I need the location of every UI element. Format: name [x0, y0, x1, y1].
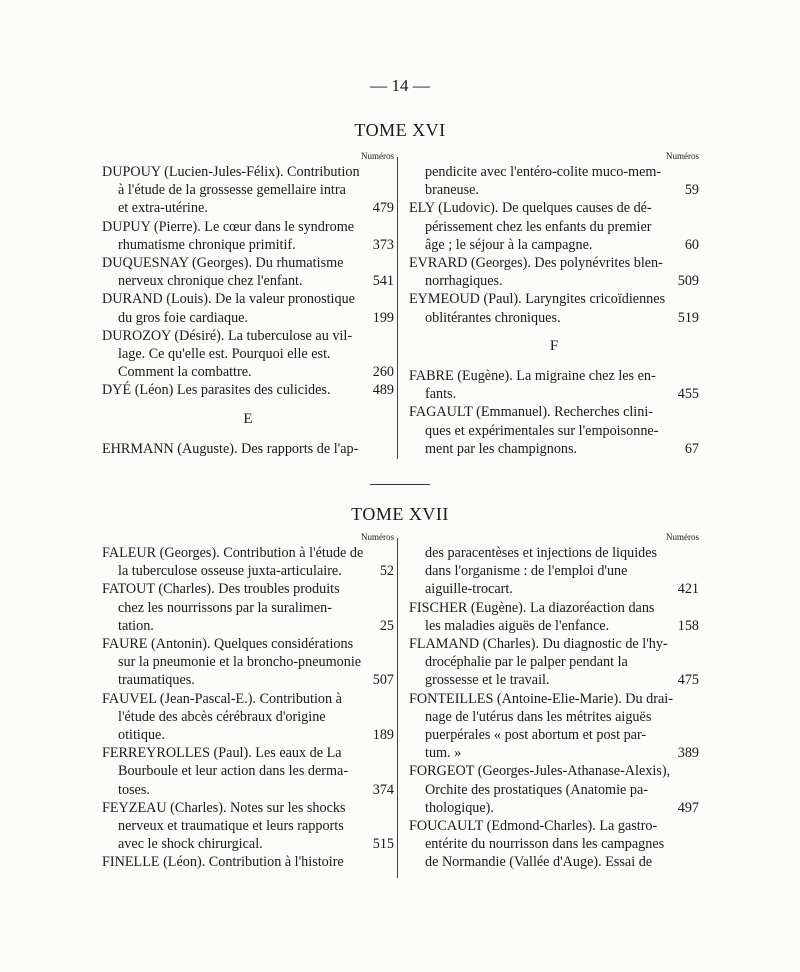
thesis-number: 519 [677, 309, 699, 326]
thesis-number: 199 [372, 309, 394, 326]
entry-text-line: ELY (Ludovic). De quelques causes de dé- [409, 200, 652, 217]
thesis-number: 59 [684, 182, 699, 199]
list-item [409, 403, 699, 458]
entry-text-line: lage. Ce qu'elle est. Pourquoi elle est. [118, 346, 331, 363]
entry-text-line: toses. [118, 781, 150, 798]
entry-text-line: FAUVEL (Jean-Pascal-E.). Contribution à [102, 690, 342, 707]
entry-text-line: et extra-utérine. [118, 200, 208, 217]
entry-text-line: des paracentèses et injections de liquides [425, 545, 658, 561]
thesis-number: 60 [684, 236, 699, 253]
entry-text-line: nage de l'utérus dans les métrites aiguës [425, 708, 652, 725]
entry-text-line: DUQUESNAY (Georges). Du rhumatisme [102, 255, 344, 272]
thesis-number: 515 [372, 836, 394, 853]
numeros-label: Numéros [666, 151, 699, 161]
entry-text-line: rhumatisme chronique primitif. [118, 236, 296, 253]
entry-text-line: FLAMAND (Charles). Du diagnostic de l'hy- [409, 636, 668, 653]
entry-text-line: traumatiques. [118, 672, 195, 689]
entry-list [102, 544, 394, 872]
thesis-number: 497 [677, 799, 699, 816]
entry-text-line: chez les nourrissons par la suralimen- [118, 599, 332, 616]
thesis-number: 475 [677, 672, 699, 689]
entry-text-line: du gros foie cardiaque. [118, 309, 249, 326]
entry-text-line: braneuse. [425, 182, 479, 199]
entry-text-line: puerpérales « post abortum et post par- [425, 727, 647, 744]
entry-text-line: de Normandie (Vallée d'Auge). Essai de [425, 854, 653, 871]
entry-text-line: tum. » [425, 745, 462, 762]
section-separator [370, 484, 430, 485]
tome-xvi-right-column [409, 151, 699, 458]
tome-xvi-title: TOME XVI [354, 120, 446, 140]
entry-text-line: tation. [118, 617, 154, 634]
list-item [409, 254, 699, 290]
list-item [409, 817, 699, 872]
numeros-label: Numéros [361, 532, 394, 542]
entry-text-line: DYÉ (Léon) Les parasites des culicides. [102, 382, 331, 399]
thesis-number: 373 [372, 236, 394, 253]
list-item [102, 853, 394, 871]
list-item [409, 690, 699, 763]
entry-text-line: à l'étude de la grossesse gemellaire intra [118, 182, 346, 199]
entry-text-line: l'étude des abcès cérébraux d'origine [118, 708, 326, 725]
entry-text-line: FAURE (Antonin). Quelques considérations [102, 636, 354, 653]
list-item [102, 744, 394, 799]
tome-xvii-left-column [102, 532, 394, 872]
entry-text-line: FISCHER (Eugène). La diazoréaction dans [409, 599, 655, 616]
entry-text-line: Comment la combattre. [118, 364, 252, 381]
entry-text-line: norrhagiques. [425, 273, 503, 290]
entry-text-line: Bourboule et leur action dans les derma- [118, 763, 349, 780]
entry-text-line: thologique). [425, 799, 494, 816]
entry-text-line: DUPOUY (Lucien-Jules-Félix). Contribution [102, 164, 360, 180]
entry-text-line: EHRMANN (Auguste). Des rapports de l'ap- [102, 440, 359, 457]
tome-xvii-right-column [409, 532, 699, 872]
entry-text-line: FALEUR (Georges). Contribution à l'étude de [102, 545, 364, 561]
list-item [409, 544, 699, 599]
list-item [102, 544, 394, 580]
entry-text-line: nerveux chronique chez l'enfant. [118, 273, 303, 290]
list-item [409, 290, 699, 326]
entry-text-line: DURAND (Louis). De la valeur pronostique [102, 291, 355, 308]
list-item [102, 218, 394, 254]
entry-text-line: DUROZOY (Désiré). La tuberculose au vil- [102, 327, 353, 344]
tome-xvi-left-column [102, 151, 394, 458]
thesis-number: 189 [372, 727, 394, 744]
column-divider [397, 157, 398, 459]
entry-text-line: FONTEILLES (Antoine-Elie-Marie). Du drai- [409, 690, 673, 707]
list-item [409, 762, 699, 817]
entry-text-line: FAGAULT (Emmanuel). Recherches clini- [409, 404, 654, 421]
thesis-number: 158 [677, 617, 699, 634]
list-item [102, 381, 394, 399]
entry-text-line: DUPUY (Pierre). Le cœur dans le syndrome [102, 218, 355, 235]
entry-text-line: FERREYROLLES (Paul). Les eaux de La [102, 745, 342, 762]
page-number: — 14 — [370, 76, 430, 95]
entry-text-line: FATOUT (Charles). Des troubles produits [102, 581, 340, 598]
list-item [102, 635, 394, 690]
entry-text-line: FOUCAULT (Edmond-Charles). La gastro- [409, 818, 658, 835]
thesis-number: 260 [372, 364, 394, 381]
list-item [409, 163, 699, 199]
thesis-number: 479 [372, 200, 394, 217]
thesis-number: 507 [372, 672, 394, 689]
entry-text-line: ques et expérimentales sur l'empoisonne- [425, 422, 659, 439]
list-item [102, 690, 394, 745]
entry-list [102, 163, 394, 400]
entry-text-line: FINELLE (Léon). Contribution à l'histoire [102, 854, 344, 871]
entry-text-line: oblitérantes chroniques. [425, 309, 561, 326]
entry-text-line: EVRARD (Georges). Des polynévrites blen- [409, 255, 663, 272]
list-item [102, 580, 394, 635]
list-item [102, 327, 394, 382]
thesis-number: 455 [677, 386, 699, 403]
thesis-number: 541 [372, 273, 394, 290]
entry-text-line: ment par les champignons. [425, 440, 578, 457]
entry-text-line: FORGEOT (Georges-Jules-Athanase-Alexis), [409, 763, 671, 780]
entry-text-line: Orchite des prostatiques (Anatomie pa- [425, 781, 648, 798]
tome-xvii-title: TOME XVII [351, 504, 449, 524]
entry-text-line: aiguille-trocart. [425, 581, 513, 598]
thesis-number: 374 [372, 781, 394, 798]
section-letter-e: E [243, 410, 253, 427]
list-item [102, 440, 394, 458]
section-letter-f: F [549, 337, 559, 354]
entry-text-line: la tuberculose osseuse juxta-articulaire. [118, 563, 342, 580]
entry-text-line: nerveux et traumatique et leurs rapports [118, 818, 344, 835]
entry-list [409, 163, 699, 327]
entry-text-line: pendicite avec l'entéro-colite muco-mem- [425, 164, 662, 180]
entry-text-line: drocéphalie par le palper pendant la [425, 654, 628, 671]
numeros-label: Numéros [361, 151, 394, 161]
entry-list [102, 440, 394, 458]
list-item [409, 599, 699, 635]
list-item [102, 254, 394, 290]
thesis-number: 489 [372, 382, 394, 399]
thesis-number: 25 [379, 617, 394, 634]
entry-list [409, 544, 699, 872]
entry-text-line: FEYZEAU (Charles). Notes sur les shocks [102, 799, 346, 816]
entry-text-line: fants. [425, 386, 457, 403]
thesis-number: 421 [677, 581, 699, 598]
list-item [102, 799, 394, 854]
list-item [102, 290, 394, 326]
entry-text-line: âge ; le séjour à la campagne. [425, 236, 593, 253]
entry-text-line: otitique. [118, 727, 165, 744]
thesis-number: 52 [379, 563, 394, 580]
entry-text-line: périssement chez les enfants du premier [425, 218, 652, 235]
entry-text-line: dans l'organisme : de l'emploi d'une [425, 563, 628, 580]
list-item [102, 163, 394, 218]
thesis-number: 509 [677, 273, 699, 290]
entry-text-line: grossesse et le travail. [425, 672, 550, 689]
entry-text-line: les maladies aiguës de l'enfance. [425, 617, 610, 634]
column-divider [397, 538, 398, 878]
list-item [409, 367, 699, 403]
entry-text-line: EYMEOUD (Paul). Laryngites cricoïdiennes [409, 291, 666, 308]
list-item [409, 635, 699, 690]
thesis-number: 389 [677, 745, 699, 762]
entry-text-line: FABRE (Eugène). La migraine chez les en- [409, 368, 656, 385]
thesis-number: 67 [684, 440, 699, 457]
entry-list [409, 367, 699, 458]
entry-text-line: sur la pneumonie et la broncho-pneumonie [118, 654, 362, 671]
entry-text-line: avec le shock chirurgical. [118, 836, 263, 853]
list-item [409, 199, 699, 254]
entry-text-line: entérite du nourrisson dans les campagnes [425, 836, 665, 853]
numeros-label: Numéros [666, 532, 699, 542]
